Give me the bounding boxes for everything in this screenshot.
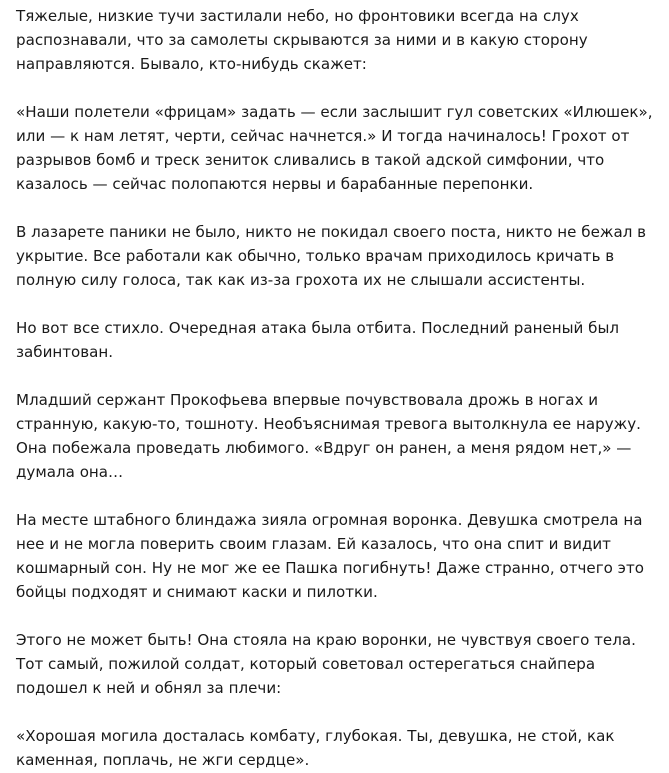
paragraph-8: «Хорошая могила досталась комбату, глубокая. Ты, девушка, не стой, как каменная, поплачь, не жги сердце». [16,727,615,769]
paragraph-7: Этого не может быть! Она стояла на краю воронки, не чувствуя своего тела. Тот самый, пожилой солдат, который советовал остерегаться снайпера подошел к ней и обнял за плечи: [16,631,636,697]
paragraph-6: На месте штабного блиндажа зияла огромная воронка. Девушка смотрела на нее и не могла поверить своим глазам. Ей казалось, что она спит и видит кошмарный сон. Ну не мог же ее Пашка погибнуть! Даже странно, отчего это бойцы подходят и снимают каски и пилотки. [16,511,644,601]
paragraph-5: Младший сержант Прокофьева впервые почувствовала дрожь в ногах и странную, какую-то, тошноту. Необъяснимая тревога вытолкнула ее наружу. Она побежала проведать любимого. «Вдруг он ранен, а меня рядом нет,» — думала она… [16,391,641,481]
paragraph-1: Тяжелые, низкие тучи застилали небо, но фронтовики всегда на слух распознавали, что за самолеты скрываются за ними и в какую сторону направляются. Бывало, кто-нибудь скажет: [16,7,588,73]
paragraph-3: В лазарете паники не было, никто не покидал своего поста, никто не бежал в укрытие. Все работали как обычно, только врачам приходилось кричать в полную силу голоса, так как из-за грохота их не слышали ассистенты. [16,223,647,289]
paragraph-4: Но вот все стихло. Очередная атака была отбита. Последний раненый был забинтован. [16,319,620,361]
article-body [0,4,669,772]
paragraph-2: «Наши полетели «фрицам» задать — если заслышит гул советских «Илюшек», или — к нам летят, черти, сейчас начнется.» И тогда начиналось! Грохот от разрывов бомб и треск зениток сливались в такой адской симфонии, что казалось — сейчас полопаются нервы и барабанные перепонки. [16,103,653,193]
